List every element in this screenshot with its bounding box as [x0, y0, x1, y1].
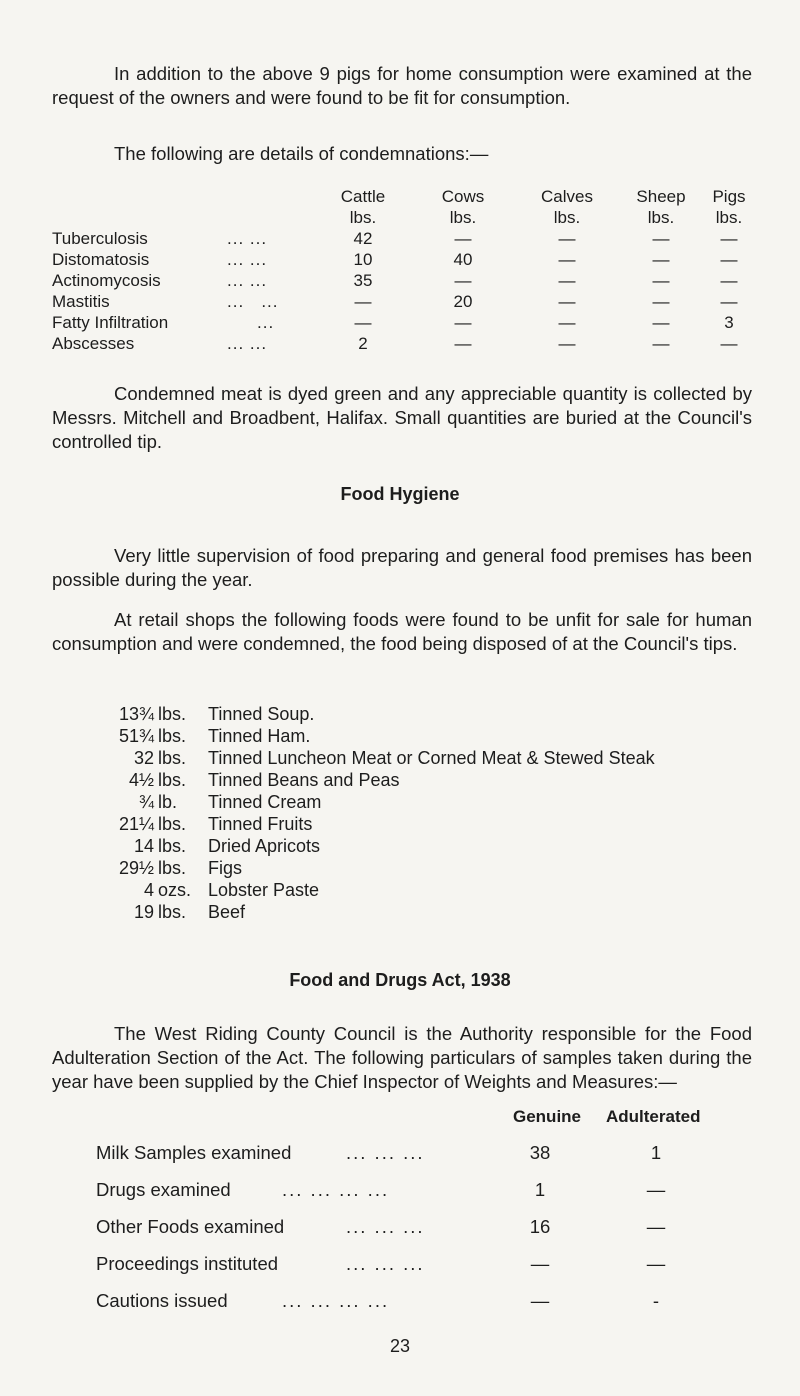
- table-row: Fatty Infiltration ... — — — — 3: [52, 313, 734, 332]
- table-row: Tuberculosis ... ... 42 — — — —: [52, 229, 738, 248]
- document-page: In addition to the above 9 pigs for home consumption were examined at the request of the owners and were found to be fit for consumption. The following are details of condemnations:— Cattle lbs. Cows lbs. Calves lbs. Sheep lbs. Pigs lbs. Tuberculosis ... ... 42 — — — — Distomatosis ... ... 10 40 — — — Actinomycosis ... ... 35 — — — — Mastitis ... ... — 20 — — — Fatty Infiltration ... — — — — 3 Abscesses ... ... 2 — — — — Condemned meat is dyed green and any appreciable quantity is collected by Messrs. Mitchell and Broadbent, Halifax. Small quantities are buried at the Council's controlled tip. Food Hygiene Very little supervision of food preparing and general food premises has been possible during the year. At retail shops the following foods were found to be unfit for sale for human consumption and were condemned, the food being disposed of at the Council's tips. 13¾ lbs. Tinned Soup. 51¾ lbs. Tinned Ham. 32 lbs. Tinned Luncheon Meat or Corned Meat & Stewed Steak 4½ lbs. Tinned Beans and Peas ¾ lb. Tinned Cream 21¼ lbs. Tinned Fruits 14 lbs. Dried Apricots 29½ lbs. Figs 4 ozs. Lobster Paste 19 lbs. Beef Food and Drugs Act, 1938 The West Riding County Council is the Authority responsible for the Food Adulteration Section of the Act. The following particulars of samples taken during the year have been supplied by the Chief Inspector of Weights and Measures:— Genuine Adulterated Milk Samples examined ... ... ... 38 1 Drugs examined ... ... ... ... 1 — Other Foods examined ... ... ... 16 — Proceedings instituted ... ... ... — — Cautions issued ... ... ... ... — - 23: [0, 0, 800, 1396]
- column-header: Calves lbs.: [541, 187, 593, 227]
- hygiene-paragraph: Very little supervision of food preparing and general food premises has been possible during the year.: [52, 545, 752, 590]
- condemnations-intro: The following are details of condemnations:—: [114, 143, 489, 164]
- condemned-meat-paragraph: Condemned meat is dyed green and any appreciable quantity is collected by Messrs. Mitchell and Broadbent, Halifax. Small quantities are buried at the Council's controlled tip.: [52, 383, 752, 452]
- food-hygiene-heading: Food Hygiene: [340, 484, 460, 504]
- table-row: Other Foods examined ... ... ... 16 —: [96, 1216, 666, 1237]
- act-paragraph: The West Riding County Council is the Authority responsible for the Food Adulteration Section of the Act. The following particulars of samples taken during the year have been supplied by the Chief Inspector of Weights and Measures:—: [52, 1023, 752, 1092]
- table-row: Drugs examined ... ... ... ... 1 —: [96, 1179, 666, 1200]
- column-header: Cattle lbs.: [340, 187, 386, 227]
- column-header: Sheep lbs.: [636, 187, 686, 227]
- food-and-drugs-act-heading: Food and Drugs Act, 1938: [289, 970, 511, 990]
- intro-paragraph: In addition to the above 9 pigs for home consumption were examined at the request of the owners and were found to be fit for consumption.: [52, 63, 752, 108]
- column-header-genuine: Genuine: [513, 1107, 582, 1126]
- column-header: Pigs lbs.: [712, 187, 746, 227]
- page-number: 23: [389, 1336, 411, 1356]
- table-row: Proceedings instituted ... ... ... — —: [96, 1253, 666, 1274]
- table-row: Cautions issued ... ... ... ... — -: [96, 1290, 660, 1311]
- column-header-adulterated: Adulterated: [606, 1107, 701, 1126]
- table-row: Actinomycosis ... ... 35 — — — —: [52, 271, 738, 290]
- retail-paragraph: At retail shops the following foods were found to be unfit for sale for human consumption and were condemned, the food being disposed of at the Council's tips.: [52, 609, 752, 654]
- table-row: Abscesses ... ... 2 — — — —: [52, 334, 738, 353]
- table-row: Mastitis ... ... — 20 — — —: [52, 292, 738, 311]
- table-row: Distomatosis ... ... 10 40 — — —: [52, 250, 738, 269]
- column-header: Cows lbs.: [441, 187, 485, 227]
- table-row: Milk Samples examined ... ... ... 38 1: [96, 1142, 662, 1163]
